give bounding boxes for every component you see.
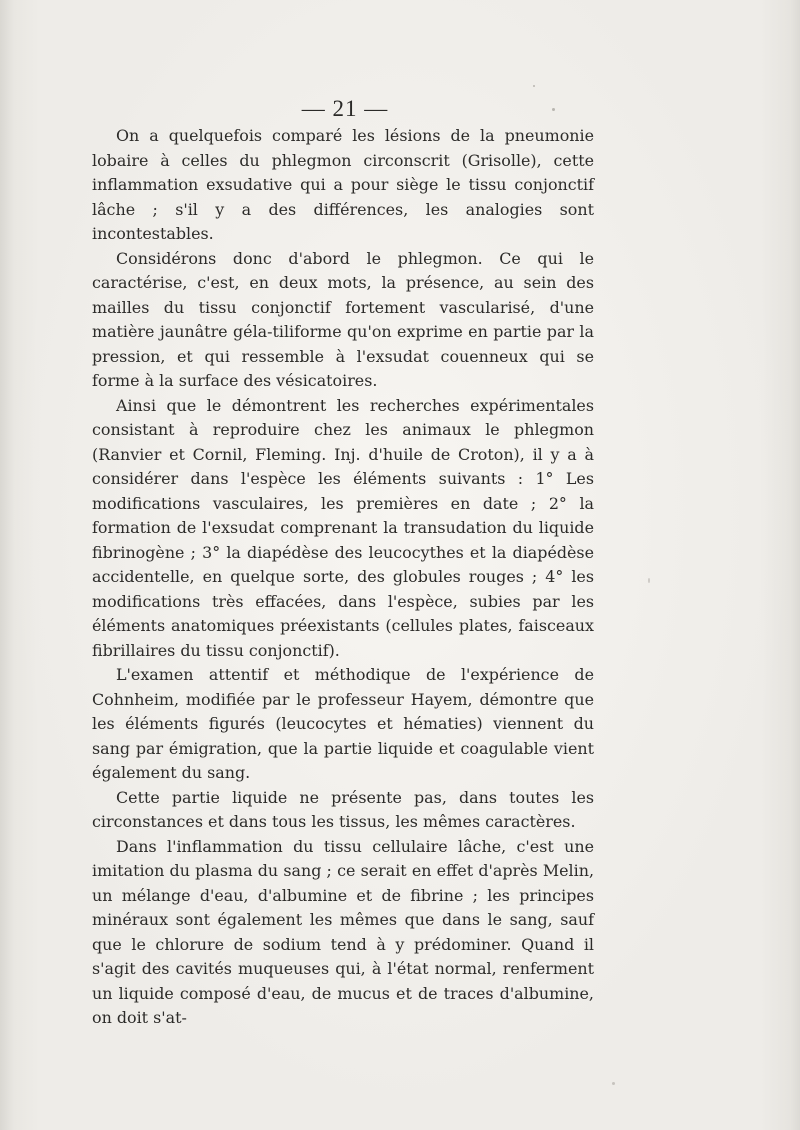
body-text xyxy=(92,124,594,1031)
paper-speck xyxy=(552,108,555,111)
paragraph-1: On a quelquefois comparé les lésions de la pneumonie lobaire à celles du phlegmon circonscrit (Grisolle), cette inflammation exsudative qui a pour siège le tissu conjonctif lâche ; s'il y a des différences, les analogies sont incontestables. xyxy=(92,126,594,243)
paper-speck xyxy=(648,578,650,583)
page-number: — 21 — xyxy=(301,96,389,121)
paper-speck xyxy=(533,85,535,87)
paragraph-6: Dans l'inflammation du tissu cellulaire lâche, c'est une imitation du plasma du sang ; ce serait en effet d'après Melin, un mélange d'eau, d'albumine et de fibrine ; les principes minéraux sont également les mêmes que dans le sang, sauf que le chlorure de sodium tend à y prédominer. Quand il s'agit des cavités muqueuses qui, à l'état normal, renferment un liquide composé d'eau, de mucus et de traces d'albumine, on doit s'at- xyxy=(92,836,594,1027)
paragraph-3: Ainsi que le démontrent les recherches expérimentales consistant à reproduire chez les animaux le phlegmon (Ranvier et Cornil, Fleming. Inj. d'huile de Croton), il y a à considérer dans l'espèce les éléments suivants : 1° Les modifications vasculaires, les premières en date ; 2° la formation de l'exsudat comprenant la transudation du liquide fibrinogène ; 3° la diapédèse des leucocythes et la diapédèse accidentelle, en quelque sorte, des globules rouges ; 4° les modifications très effacées, dans l'espèce, subies par les éléments anatomiques préexistants (cellules plates, faisceaux fibrillaires du tissu conjonctif). xyxy=(92,395,594,660)
paragraph-4: L'examen attentif et méthodique de l'expérience de Cohnheim, modifiée par le professeur Hayem, démontre que les éléments figurés (leucocytes et hématies) viennent du sang par émigration, que la partie liquide et coagulable vient également du sang. xyxy=(92,665,594,782)
paragraph-2: Considérons donc d'abord le phlegmon. Ce qui le caractérise, c'est, en deux mots, la présence, au sein des mailles du tissu conjonctif fortement vascularisé, d'une matière jaunâtre géla-tiliforme qu'on exprime en partie par la pression, et qui ressemble à l'exsudat couenneux qui se forme à la surface des vésicatoires. xyxy=(92,248,594,390)
paragraph-5: Cette partie liquide ne présente pas, dans toutes les circonstances et dans tous les tissus, les mêmes caractères. xyxy=(92,787,594,831)
paper-speck xyxy=(612,1082,615,1085)
